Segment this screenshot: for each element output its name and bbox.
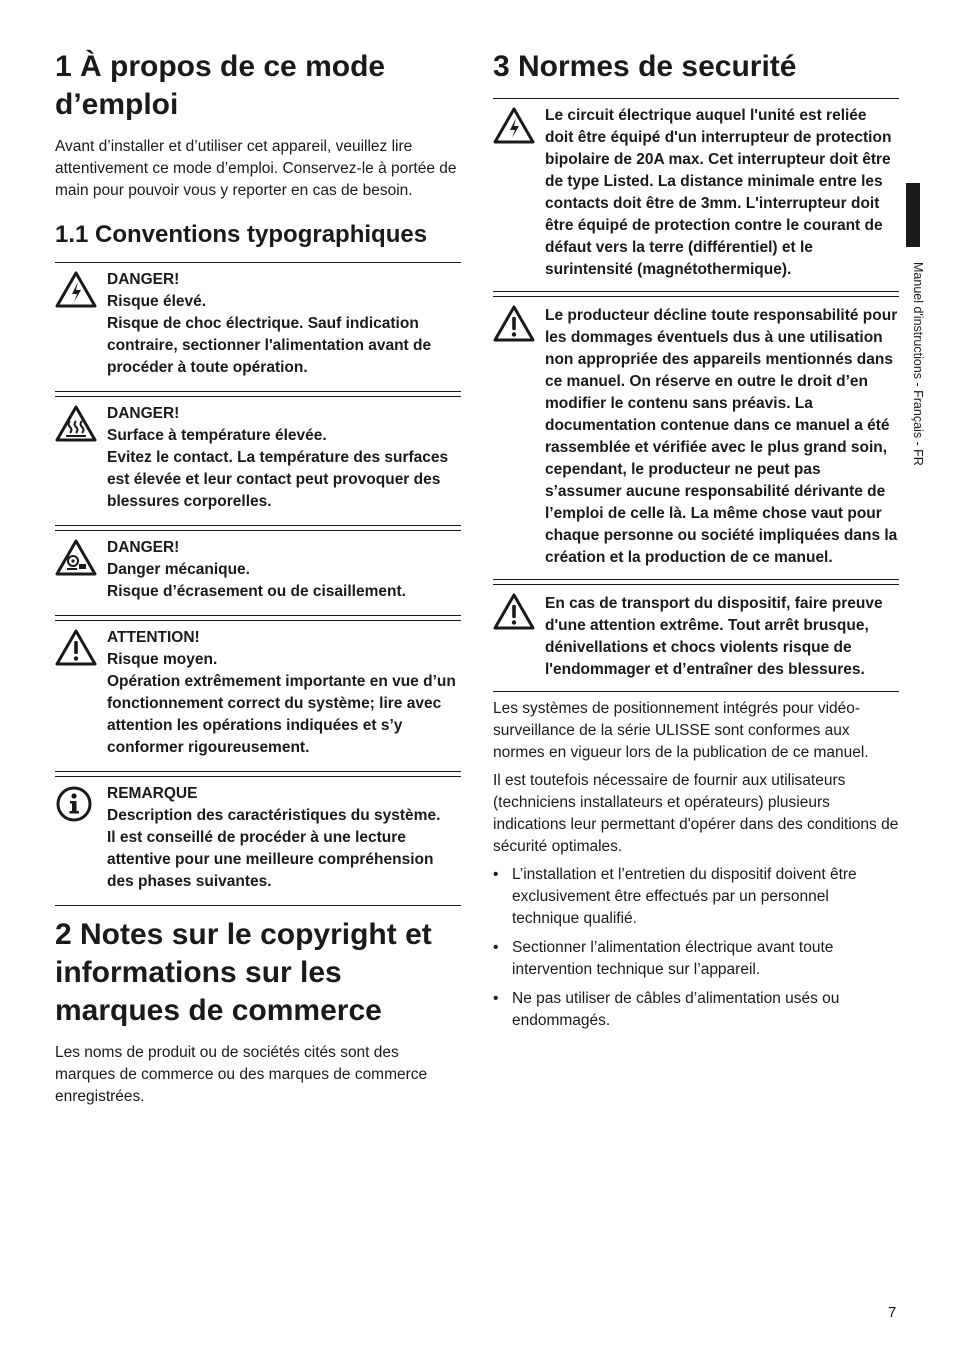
warning-icon — [493, 593, 535, 631]
list-item-text: L’installation et l’entretien du dispositif doivent être exclusivement être effectués par un personnel technique qualifié. — [512, 866, 857, 927]
notice-danger-mechanical — [55, 531, 461, 611]
list-item — [493, 988, 899, 1032]
section-3-paragraph-1: Les systèmes de positionnement intégrés pour vidéo-surveillance de la série ULISSE sont conformes aux normes en vigueur lors de la publication de ce manuel. — [493, 700, 869, 761]
notice-line: Risque de choc électrique. Sauf indication contraire, sectionner l'alimentation avant de procéder à toute opération. — [107, 315, 432, 376]
notice-line: REMARQUE — [107, 785, 198, 802]
list-item-text: Ne pas utiliser de câbles d’alimentation usés ou endommagés. — [512, 990, 840, 1029]
list-item — [493, 864, 899, 930]
notice-line: Danger mécanique. — [107, 561, 250, 578]
notice-line: Opération extrêmement importante en vue d’un fonctionnement correct du système; lire avec attention les opérations indiquées et s’y conformer rigoureusement. — [107, 673, 456, 756]
notice-line: Surface à température élevée. — [107, 427, 327, 444]
section-1-intro: Avant d’installer et d’utiliser cet appareil, veuillez lire attentivement ce mode d’emploi. Conservez-le à portée de main pour pouvoir vous y reporter en cas de besoin. — [55, 138, 457, 199]
safety-notice-transport — [493, 585, 899, 689]
notice-remark — [55, 777, 461, 901]
side-tab-label: Manuel d'instructions - Français - FR — [911, 262, 925, 466]
notice-line: DANGER! — [107, 539, 180, 556]
safety-bullet-list — [493, 864, 899, 1032]
list-item — [493, 937, 899, 981]
notice-line: Risque élevé. — [107, 293, 207, 310]
safety-notice-text: Le circuit électrique auquel l'unité est reliée doit être équipé d'un interrupteur de protection bipolaire de 20A max. Cet interrupteur doit être de type Listed. La distance minimale entre les contacts doit être de 3mm. L'interrupteur doit être équipé de protection contre le courant de défaut vers la terre (différentiel) et le surintensité (magnétothermique). — [545, 107, 892, 278]
notice-line: Description des caractéristiques du système. — [107, 807, 441, 824]
mechanical-hazard-icon — [55, 539, 97, 577]
section-2-title: 2 Notes sur le copyright et informations sur les marques de commerce — [55, 918, 432, 1027]
safety-notice-text: En cas de transport du dispositif, faire preuve d'une attention extrême. Tout arrêt brusque, dénivellations et chocs violents risque de l'endommager et d’entraîner des blessures. — [545, 595, 883, 678]
notice-line: Evitez le contact. La température des surfaces est élevée et leur contact peut provoquer des blessures corporelles. — [107, 449, 449, 510]
notice-line: DANGER! — [107, 405, 180, 422]
notice-line: DANGER! — [107, 271, 180, 288]
notice-line: Risque moyen. — [107, 651, 218, 668]
safety-notice-electric — [493, 98, 899, 289]
notice-line: Risque d’écrasement ou de cisaillement. — [107, 583, 406, 600]
hot-surface-icon — [55, 405, 97, 443]
section-3-title: 3 Normes de securité — [493, 50, 797, 83]
notice-danger-hot — [55, 397, 461, 521]
bullet-icon: • — [493, 990, 499, 1007]
safety-notice-text: Le producteur décline toute responsabilité pour les dommages éventuels dus à une utilisation non appropriée des appareils mentionnés dans ce manuel. On réserve en outre le droit d’en modifier le contenu sans préavis. La documentation contenue dans ce manuel a été rassemblée et vérifiée avec le plus grand soin, cependant, le producteur ne peut pas s’assumer aucune responsabilité dérivante de l’emploi de celle là. La même chose vaut pour chaque personne ou société impliquées dans la création et la production de ce manuel. — [545, 307, 898, 566]
warning-icon — [55, 629, 97, 667]
divider — [55, 905, 461, 906]
divider — [493, 691, 899, 692]
bullet-icon: • — [493, 866, 499, 883]
bullet-icon: • — [493, 939, 499, 956]
info-icon — [55, 785, 97, 823]
right-column — [493, 48, 899, 1039]
notice-danger-electric — [55, 262, 461, 387]
section-3-paragraph-2: Il est toutefois nécessaire de fournir aux utilisateurs (techniciens installateurs et opérateurs) plusieurs indications leur permettant d'opérer dans des conditions de sécurité optimales. — [493, 772, 899, 855]
warning-icon — [493, 305, 535, 343]
left-column — [55, 48, 461, 1108]
notice-line: ATTENTION! — [107, 629, 200, 646]
subsection-1-1-title: 1.1 Conventions typographiques — [55, 221, 428, 248]
notice-attention — [55, 621, 461, 767]
electric-hazard-icon — [55, 271, 97, 309]
section-1-title: 1 À propos de ce mode d’emploi — [55, 50, 386, 121]
notice-line: Il est conseillé de procéder à une lecture attentive pour une meilleure compréhension des phases suivantes. — [107, 829, 434, 890]
section-2-text: Les noms de produit ou de sociétés cités sont des marques de commerce ou des marques de commerce enregistrées. — [55, 1044, 428, 1105]
safety-notice-responsibility — [493, 297, 899, 577]
page-number: 7 — [888, 1304, 897, 1321]
side-tab-marker — [906, 183, 920, 247]
electric-hazard-icon — [493, 107, 535, 145]
list-item-text: Sectionner l’alimentation électrique avant toute intervention technique sur l’appareil. — [512, 939, 834, 978]
